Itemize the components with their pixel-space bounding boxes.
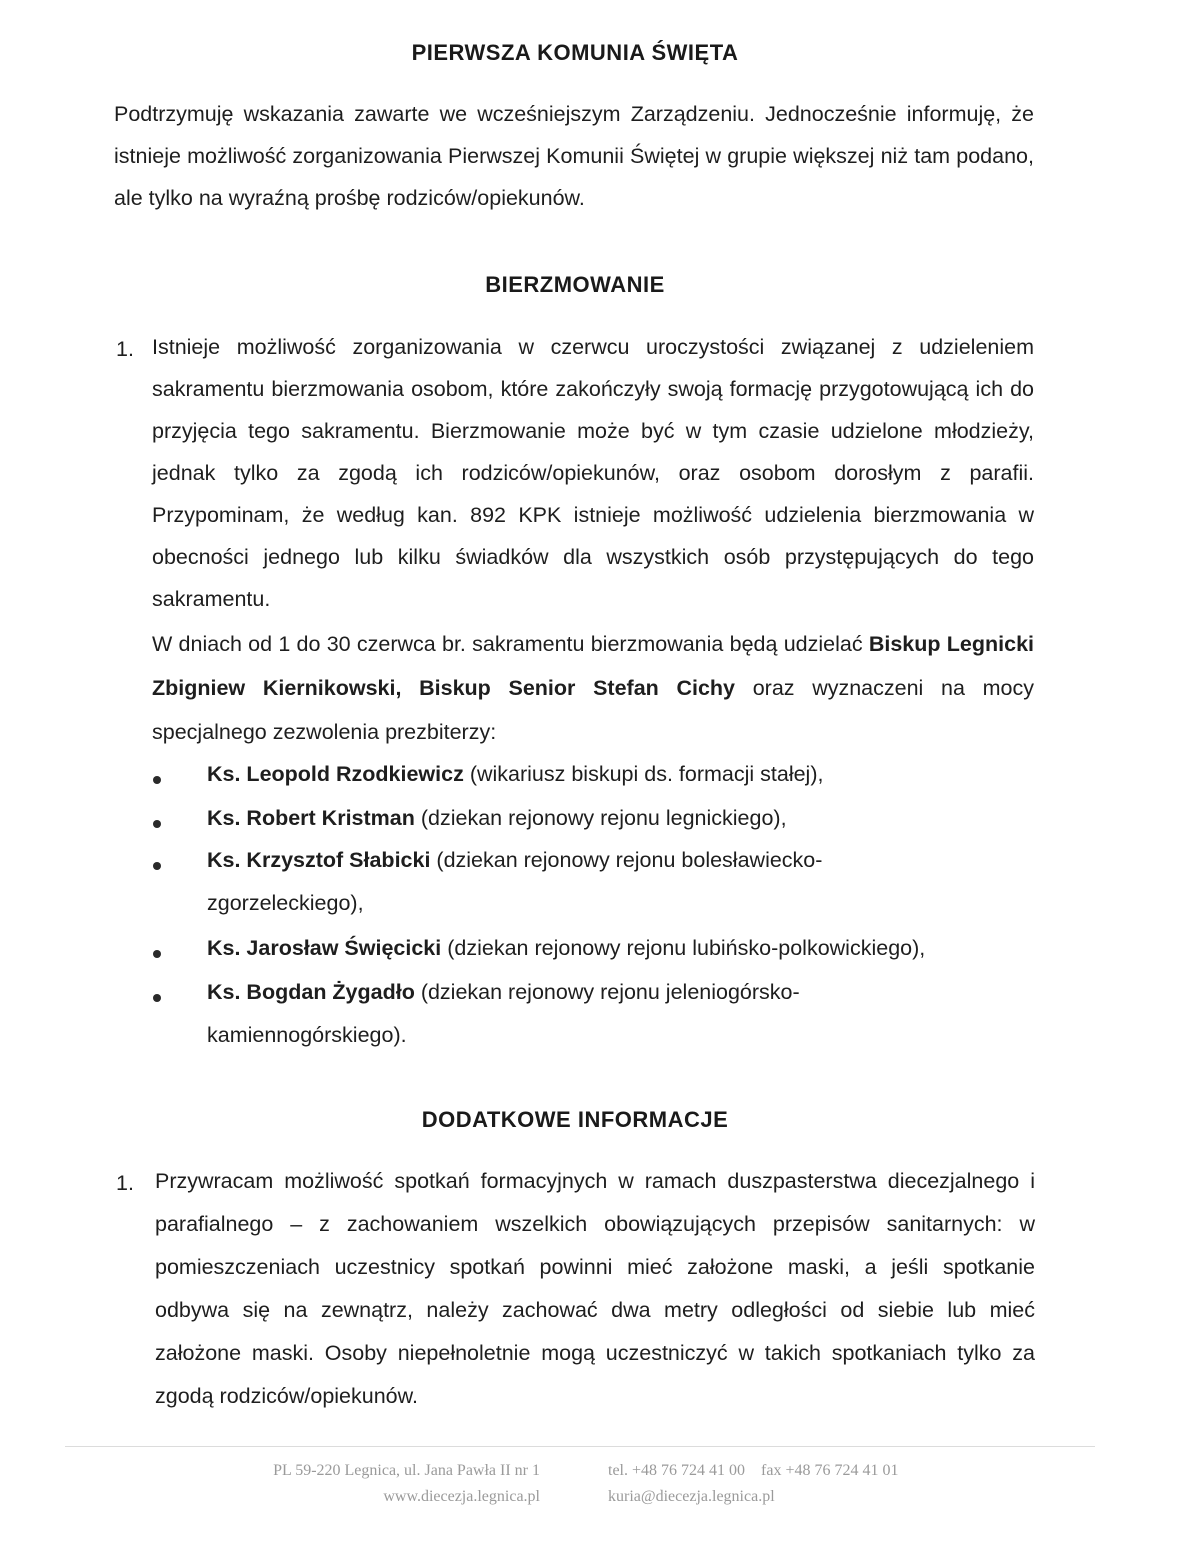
confirmation-paragraph: Istnieje możliwość zorganizowania w czerwcu uroczystości związanej z udzieleniem sakramentu bierzmowania osobom, które zakończyły swoją formację przygotowującą ich do przyjęcia tego sakramentu. Bierzmowanie może być w tym czasie udzielone młodzieży, jednak tylko za zgodą ich rodziców/opiekunów, oraz osobom dorosłym z parafii. Przypominam, że według kan. 892 KPK istnieje możliwość udzielenia bierzmowania w obecności jednego lub kilku świadków dla wszystkich osób przystępujących do tego sakramentu. [152,335,1034,611]
priest-item [207,971,987,1057]
footer-fax: fax +48 76 724 41 01 [761,1462,899,1479]
ministers-intro: W dniach od 1 do 30 czerwca br. sakramentu bierzmowania będą udzielać [152,632,869,656]
heading-additional-info: DODATKOWE INFORMACJE [421,1107,729,1132]
bullet-icon [153,994,161,1002]
priest-item [207,797,1007,840]
priest-name: Ks. Leopold Rzodkiewicz [207,762,464,786]
confirmation-ministers-paragraph [152,622,1034,754]
footer-address: PL 59-220 Legnica, ul. Jana Pawła II nr 1 [273,1462,540,1479]
priest-item [207,839,977,925]
heading-first-communion: PIERWSZA KOMUNIA ŚWIĘTA [411,40,739,65]
bullet-icon [153,950,161,958]
additional-info-item-number: 1. [116,1171,134,1195]
additional-info-paragraph: Przywracam możliwość spotkań formacyjnych w ramach duszpasterstwa diecezjalnego i parafialnego – z zachowaniem wszelkich obowiązujących przepisów sanitarnych: w pomieszczeniach uczestnicy spotkań powinni mieć założone maski, a jeśli spotkanie odbywa się na zewnątrz, należy zachować dwa metry odległości od siebie lub mieć założone maski. Osoby niepełnoletnie mogą uczestniczyć w takich spotkaniach tylko za zgodą rodziców/opiekunów. [155,1169,1035,1408]
priest-name: Ks. Krzysztof Słabicki [207,848,431,872]
footer-email: kuria@diecezja.legnica.pl [608,1488,775,1505]
priest-item [207,753,1007,796]
priest-name: Ks. Robert Kristman [207,806,415,830]
priest-item [207,927,1027,970]
footer-left [160,1458,540,1510]
bullet-icon [153,776,161,784]
confirmation-item-number: 1. [116,337,134,361]
bullet-icon [153,820,161,828]
bishops-names: Biskup Legnicki Zbigniew Kiernikowski, Biskup Senior Stefan Cichy [152,632,1034,700]
priest-role: (dziekan rejonowy rejonu legnickiego), [414,806,787,830]
priest-role: (wikariusz biskupi ds. formacji stałej), [463,762,824,786]
priest-name: Ks. Bogdan Żygadło [207,980,415,1004]
first-communion-paragraph: Podtrzymuję wskazania zawarte we wcześniejszym Zarządzeniu. Jednocześnie informuję, że istnieje możliwość zorganizowania Pierwszej Komunii Świętej w grupie większej niż tam podano, ale tylko na wyraźną prośbę rodziców/opiekunów. [114,102,1034,210]
footer-right [608,1458,1028,1510]
priest-role: (dziekan rejonowy rejonu jeleniogórsko-kamiennogórskiego). [207,980,800,1047]
priest-name: Ks. Jarosław Święcicki [207,936,442,960]
footer-phone: tel. +48 76 724 41 00 [608,1462,746,1479]
bullet-icon [153,862,161,870]
priest-role: (dziekan rejonowy rejonu lubińsko-polkowickiego), [441,936,926,960]
heading-confirmation: BIERZMOWANIE [485,272,665,297]
footer-website: www.diecezja.legnica.pl [383,1488,540,1505]
footer-divider [65,1446,1095,1447]
priest-role: (dziekan rejonowy rejonu bolesławiecko-zgorzeleckiego), [207,848,823,915]
ministers-outro: oraz wyznaczeni na mocy specjalnego zezwolenia prezbiterzy: [152,676,1034,744]
footer-phone-fax [608,1458,1028,1484]
